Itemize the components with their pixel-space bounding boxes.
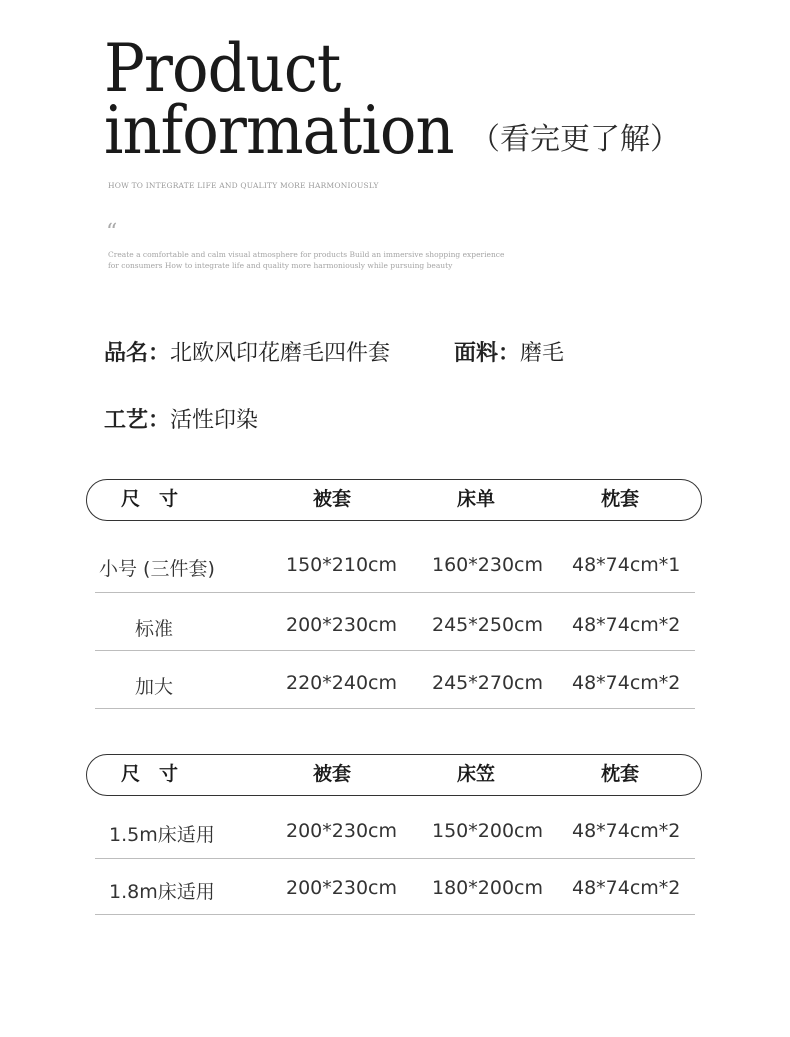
subtitle-cn: （看完更了解） [470, 122, 680, 157]
product-name-label: 品名： [104, 341, 171, 366]
table-row [95, 859, 695, 915]
fabric-label: 面料： [454, 341, 521, 366]
cell-pillowcase: 48*74cm*2 [572, 820, 681, 842]
table-header [86, 754, 702, 796]
cell-duvet: 200*230cm [286, 614, 397, 636]
table-row [95, 651, 695, 709]
cell-size: 小号 (三件套) [99, 558, 215, 580]
cell-duvet: 220*240cm [286, 672, 397, 694]
title-line-information: information [104, 92, 454, 169]
cell-duvet: 200*230cm [286, 820, 397, 842]
cell-pillowcase: 48*74cm*2 [572, 614, 681, 636]
title-line-product: Product [104, 30, 341, 107]
header-duvet: 被套 [313, 763, 352, 785]
fabric [454, 336, 564, 367]
cell-duvet: 150*210cm [286, 554, 397, 576]
header-size: 尺 寸 [121, 488, 179, 510]
table-row [95, 593, 695, 651]
craft [104, 403, 258, 434]
header-fitted-sheet: 床笠 [457, 763, 496, 785]
cell-sheet: 245*250cm [432, 614, 543, 636]
table-header [86, 479, 702, 521]
quote-mark-icon: “ [106, 220, 118, 245]
header-size: 尺 寸 [121, 763, 179, 785]
cell-pillowcase: 48*74cm*2 [572, 672, 681, 694]
cell-size: 1.5m床适用 [109, 824, 215, 846]
cell-sheet: 160*230cm [432, 554, 543, 576]
header-pillowcase: 枕套 [601, 763, 640, 785]
header-sheet: 床单 [457, 488, 496, 510]
craft-value: 活性印染 [170, 408, 259, 433]
cell-duvet: 200*230cm [286, 877, 397, 899]
cell-pillowcase: 48*74cm*1 [572, 554, 681, 576]
tagline: HOW TO INTEGRATE LIFE AND QUALITY MORE HARMONIOUSLY [108, 181, 379, 190]
header-duvet: 被套 [313, 488, 352, 510]
cell-sheet: 245*270cm [432, 672, 543, 694]
table-row [95, 800, 695, 859]
header-pillowcase: 枕套 [601, 488, 640, 510]
cell-fitted-sheet: 180*200cm [432, 877, 543, 899]
craft-label: 工艺： [104, 408, 171, 433]
product-name-value: 北欧风印花磨毛四件套 [170, 341, 391, 366]
cell-pillowcase: 48*74cm*2 [572, 877, 681, 899]
product-name [104, 336, 390, 367]
cell-size: 1.8m床适用 [109, 881, 215, 903]
cell-size: 加大 [135, 676, 174, 698]
fabric-value: 磨毛 [520, 341, 565, 366]
table-row [95, 542, 695, 593]
cell-size: 标准 [135, 618, 174, 640]
cell-fitted-sheet: 150*200cm [432, 820, 543, 842]
size-table-2 [86, 754, 702, 918]
size-table-1 [86, 479, 702, 711]
description-text: Create a comfortable and calm visual atmosphere for products Build an immersive shopping experience for consumers How to integrate life and quality more harmoniously while pursuing beauty [108, 250, 505, 270]
